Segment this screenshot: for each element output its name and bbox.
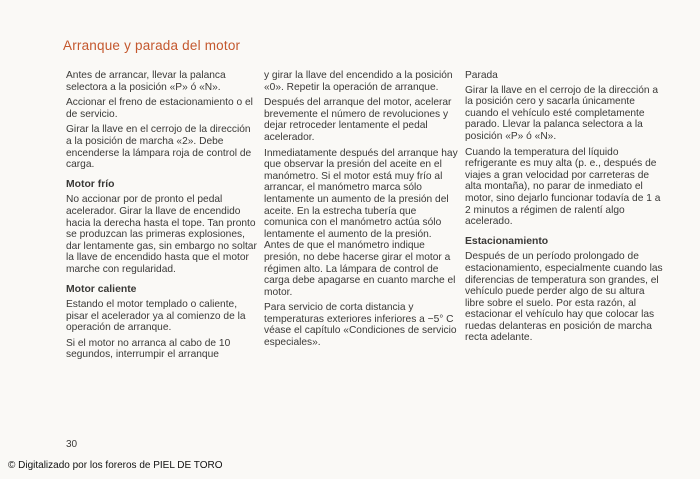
paragraph: Después del arranque del motor, acelerar brevemente el número de revoluciones y dejar retroceder lentamente el pedal acelerador.: [264, 97, 452, 143]
page-title: Arranque y parada del motor: [63, 38, 241, 53]
paragraph: Girar la llave en el cerrojo de la dirección a la posición cero y sacarla únicamente cuando el vehículo esté completamente parado. Llevar la palanca selectora a la posición «P» ó «N».: [465, 84, 659, 142]
section-heading-estacionamiento: Estacionamiento: [465, 235, 549, 247]
paragraph: Después de un período prolongado de estacionamiento, especialmente cuando las diferencias de temperatura son grandes, el vehículo puede perder algo de su altura libre sobre el suelo. Por esta razón, al estacionar el vehículo hay que colocar las ruedas delanteras en posición de marcha recta adelante.: [465, 251, 663, 344]
paragraph: No accionar por de pronto el pedal acelerador. Girar la llave de encendido hacia la derecha hasta el tope. Tan pronto se produzcan las primeras explosiones, dar lentamente gas, sin embargo no soltar la llave de encendido hasta que el motor marche con regularidad.: [66, 194, 257, 275]
paragraph: Para servicio de corta distancia y temperaturas exteriores inferiores a −5° C véase el capítulo «Condiciones de servicio especiales».: [264, 302, 457, 349]
paragraph: Girar la llave en el cerrojo de la dirección a la posición de marcha «2». Debe encenderse la lámpara roja de control de carga.: [66, 124, 252, 171]
paragraph: Estando el motor templado o caliente, pisar el acelerador ya al comienzo de la operación de arranque.: [66, 299, 246, 334]
paragraph: Cuando la temperatura del líquido refrigerante es muy alta (p. e., después de viajes a gran velocidad por carreteras de alta montaña), no parar de inmediato el motor, sino dejarlo funcionar todavía de 1 a 2 minutos a régimen de ralentí algo acelerado.: [465, 146, 661, 228]
paragraph: Antes de arrancar, llevar la palanca selectora a la posición «P» ó «N».: [66, 70, 226, 93]
section-heading-parada: Parada: [465, 70, 498, 81]
paragraph: Inmediatamente después del arranque hay que observar la presión del aceite en el manómetro. Si el motor está muy frío al arrancar, el manómetro marca sólo lentamente un aumento de la presión del aceite. En la estrecha tubería que comunica con el manómetro actúa sólo lentamente el aumento de la presión. Antes de que el manómetro indique presión, no debe hacerse girar el motor a régimen alto. La lámpara de control de carga debe apagarse en cuanto marche el motor.: [264, 147, 458, 298]
column-2: [264, 70, 458, 353]
paragraph: y girar la llave del encendido a la posición «0». Repetir la operación de arranque.: [264, 70, 453, 93]
paragraph: Accionar el freno de estacionamiento o el de servicio.: [66, 97, 253, 120]
credit-line: © Digitalizado por los foreros de PIEL DE TORO: [8, 460, 223, 471]
section-heading-motor-caliente: Motor caliente: [66, 283, 137, 295]
column-3: [465, 70, 665, 348]
section-heading-motor-frio: Motor frío: [66, 178, 115, 190]
column-1: [66, 70, 258, 365]
page-number: 30: [66, 439, 78, 450]
paragraph: Si el motor no arranca al cabo de 10 segundos, interrumpir el arranque: [66, 337, 231, 361]
